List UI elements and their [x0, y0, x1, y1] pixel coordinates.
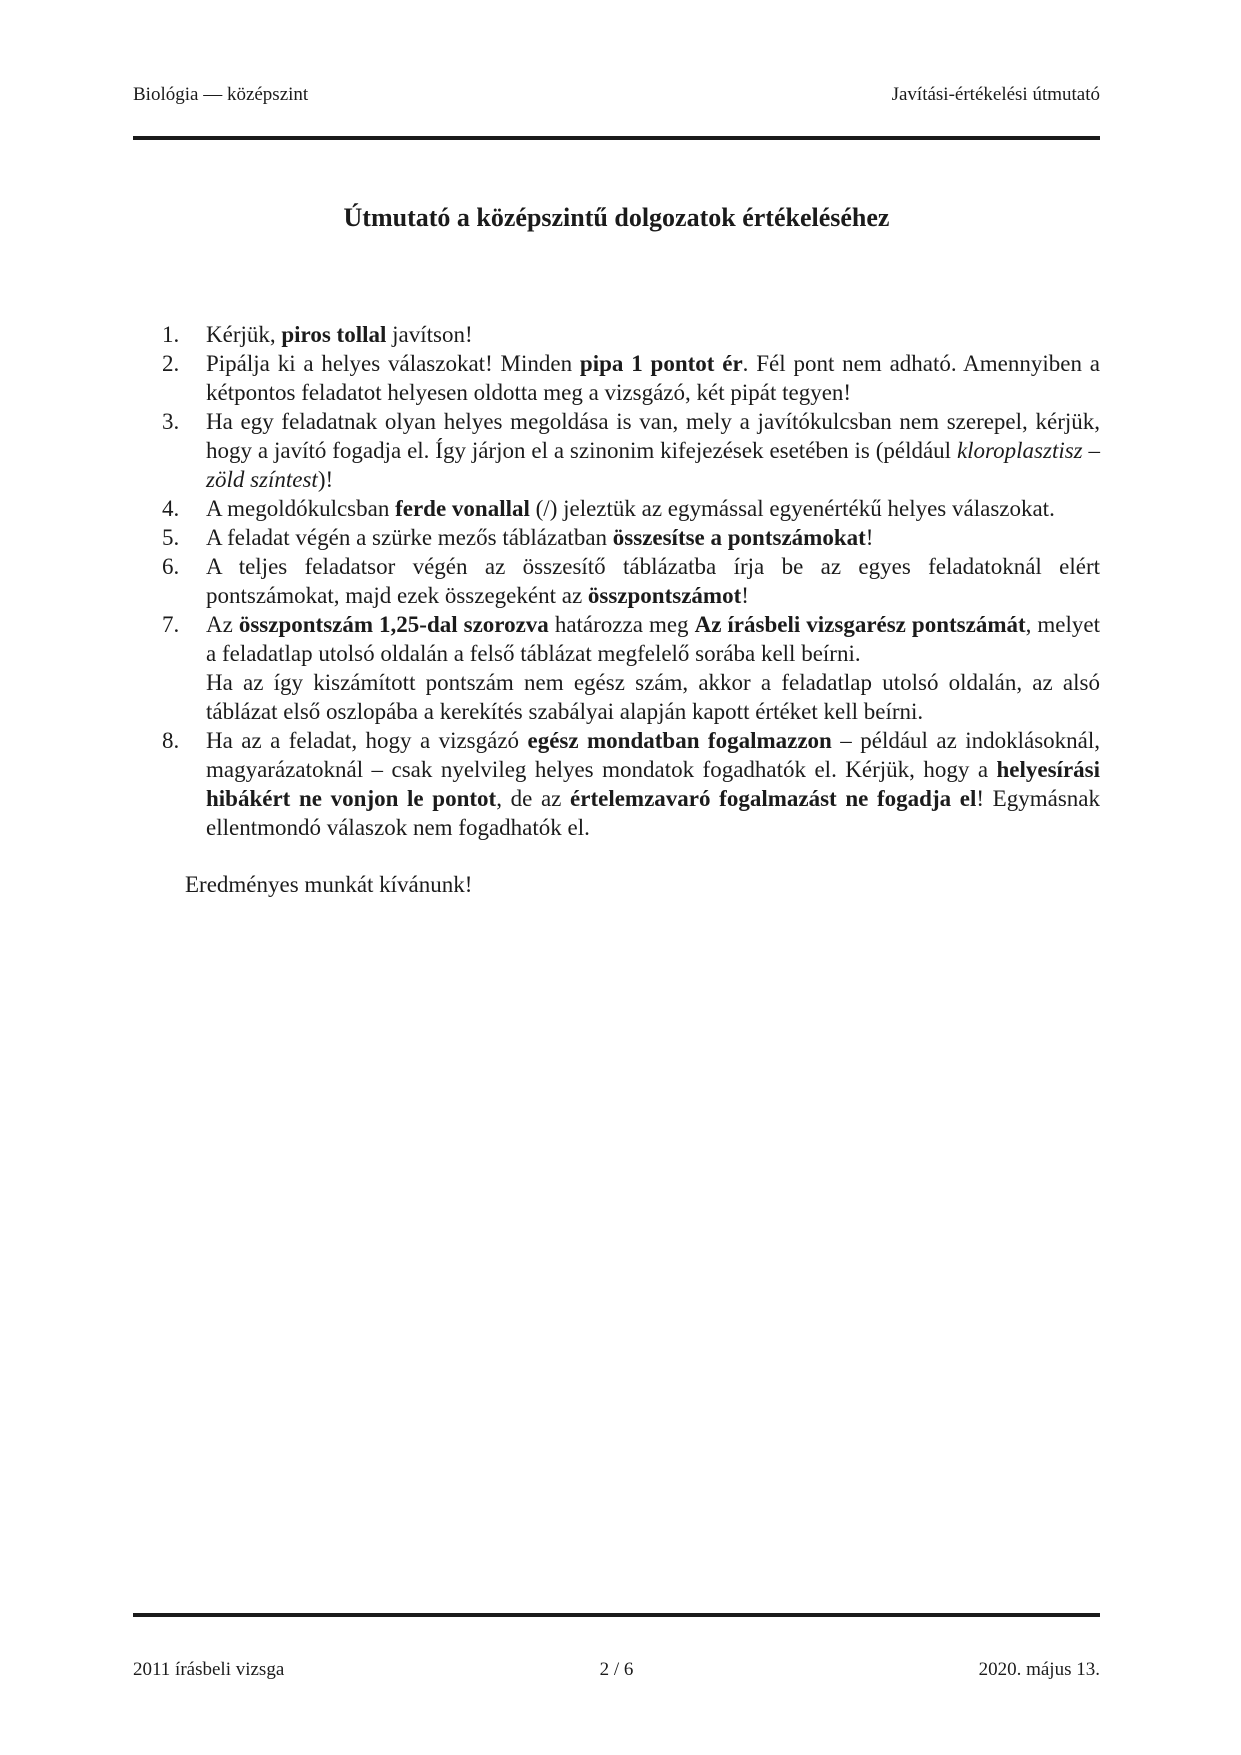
list-item [133, 552, 1100, 610]
text-segment: , de az [496, 786, 571, 811]
text-segment: Kérjük, [206, 322, 282, 347]
header-doc-type: Javítási-értékelési útmutató [891, 84, 1100, 105]
list-item [133, 523, 1100, 552]
instruction-list [133, 320, 1100, 842]
text-segment-bold: egész mondatban fogalmazzon [527, 728, 832, 753]
text-segment: )! [317, 467, 334, 492]
text-segment: A megoldókulcsban [206, 496, 396, 521]
text-segment-bold: pipa 1 pontot ér [579, 351, 743, 376]
page-title: Útmutató a középszintű dolgozatok értékeléséhez [343, 203, 890, 232]
text-segment: javítson! [386, 322, 473, 347]
text-segment-bold: értelemzavaró fogalmazást ne fogadja el [570, 786, 977, 811]
list-item-number: 7. [162, 612, 180, 637]
list-item-number: 1. [162, 322, 180, 347]
footer-page-number: 2 / 6 [599, 1659, 634, 1680]
text-segment: ! Egymásnak ellentmondó válaszok nem fogadhatók el. [206, 786, 1100, 840]
footer-row [133, 1658, 1100, 1681]
text-segment: Az [206, 612, 239, 637]
text-segment: ! [865, 525, 874, 550]
footer-rule [133, 1613, 1100, 1617]
list-item [133, 726, 1100, 842]
header-rule [133, 136, 1100, 140]
text-segment-bold: piros tollal [281, 322, 387, 347]
text-segment: , melyet a feladatlap utolsó oldalán a felső táblázat megfelelő sorába kell beírni. [206, 612, 1100, 666]
text-segment-bold: Az írásbeli vizsgarész pontszámát [694, 612, 1026, 637]
item-continuation [206, 668, 1100, 726]
list-item [133, 349, 1100, 407]
list-item-number: 6. [162, 554, 180, 579]
list-item [133, 407, 1100, 494]
text-segment: Ha az a feladat, hogy a vizsgázó [206, 728, 528, 753]
text-segment: – például az indoklásoknál, magyarázatoknál – csak nyelvileg helyes mondatok fogadhatók el. Kérjük, hogy a [206, 728, 1101, 782]
text-segment: ! [741, 583, 749, 608]
list-item-text [206, 320, 1100, 349]
text-segment-bold: ferde vonallal [395, 496, 530, 521]
list-item-text [206, 552, 1100, 610]
page-header [133, 0, 1100, 106]
text-segment: Pipálja ki a helyes válaszokat! Minden [206, 351, 580, 376]
text-segment: . Fél pont nem adható. Amennyiben a kétpontos feladatot helyesen oldotta meg a vizsgázó, két pipát tegyen! [206, 351, 1101, 405]
text-segment-bold: helyesírási hibákért ne vonjon le pontot [206, 757, 1100, 811]
list-item-text [206, 494, 1100, 523]
text-segment-bold: összesítse a pontszámokat [612, 525, 866, 550]
text-segment: határozza meg [548, 612, 695, 637]
text-segment-italic: kloroplasztisz – zöld színtest [206, 438, 1101, 492]
text-segment-bold: összpontszám 1,25-dal szorozva [238, 612, 549, 637]
list-item-text [206, 349, 1100, 407]
list-item-number: 5. [162, 525, 180, 550]
text-segment: A teljes feladatsor végén az összesítő táblázatba írja be az egyes feladatoknál elért pontszámokat, majd ezek összegeként az [206, 554, 1100, 608]
text-segment: Ha egy feladatnak olyan helyes megoldása is van, mely a javítókulcsban nem szerepel, kérjük, hogy a javító fogadja el. Így járjon el a szinonim kifejezések esetében is (például [206, 409, 1100, 463]
list-item-number: 8. [162, 728, 180, 753]
closing-line: Eredményes munkát kívánunk! [185, 872, 473, 897]
list-item-text [206, 523, 1100, 552]
footer-date: 2020. május 13. [978, 1659, 1100, 1680]
footer-exam-id: 2011 írásbeli vizsga [133, 1659, 285, 1680]
text-segment: A feladat végén a szürke mezős táblázatban [206, 525, 613, 550]
page-footer [133, 1613, 1100, 1681]
text-segment: Ha az így kiszámított pontszám nem egész szám, akkor a feladatlap utolsó oldalán, az alsó táblázat első oszlopába a kerekítés szabályai alapján kapott értéket kell beírni. [206, 670, 1100, 724]
text-segment: (/) jeleztük az egymással egyenértékű helyes válaszokat. [529, 496, 1055, 521]
list-item-number: 2. [162, 351, 180, 376]
list-item-number: 4. [162, 496, 180, 521]
list-item-text [206, 407, 1100, 494]
list-item [133, 610, 1100, 726]
item-paragraph [206, 610, 1100, 668]
list-item [133, 494, 1100, 523]
list-item-number: 3. [162, 409, 180, 434]
list-item-text [206, 726, 1100, 842]
list-item [133, 320, 1100, 349]
header-subject: Biológia — középszint [133, 84, 309, 105]
text-segment-bold: összpontszámot [587, 583, 742, 608]
list-item-text [206, 610, 1100, 726]
